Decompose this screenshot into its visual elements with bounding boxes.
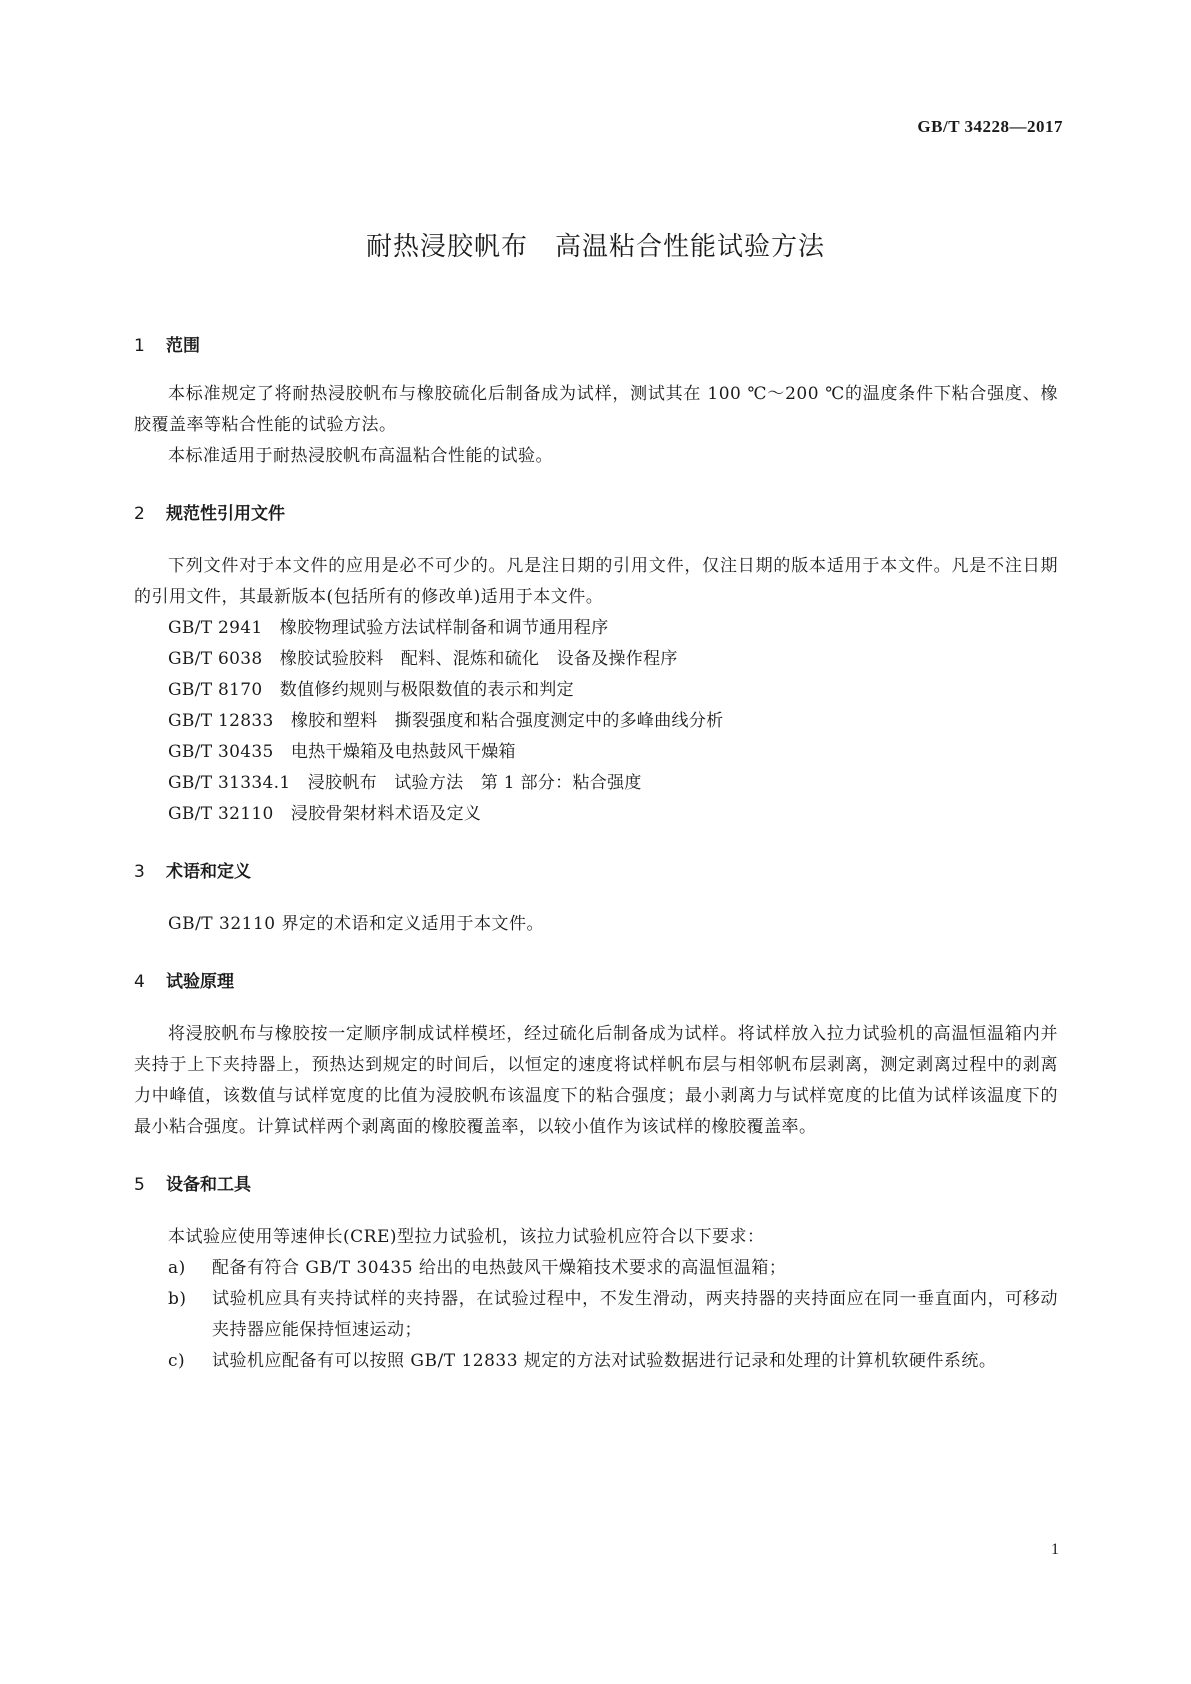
- reference-item: GB/T 30435 电热干燥箱及电热鼓风干燥箱: [168, 742, 516, 762]
- reference-item: GB/T 8170 数值修约规则与极限数值的表示和判定: [168, 680, 574, 700]
- page-number: 1: [1051, 1541, 1059, 1558]
- document-body: [134, 334, 1058, 1377]
- list-text: 试验机应配备有可以按照 GB/T 12833 规定的方法对试验数据进行记录和处理的计算机软硬件系统。: [212, 1351, 997, 1371]
- section-2-heading: [134, 502, 1058, 526]
- reference-item: GB/T 32110 浸胶骨架材料术语及定义: [168, 804, 482, 824]
- section-number: 2: [134, 504, 145, 524]
- section-5-heading: [134, 1173, 1058, 1197]
- section-title: 试验原理: [166, 972, 234, 992]
- scope-paragraph-2: 本标准适用于耐热浸胶帆布高温粘合性能的试验。: [168, 446, 553, 466]
- standard-code: GB/T 34228—2017: [917, 117, 1063, 136]
- reference-item: GB/T 2941 橡胶物理试验方法试样制备和调节通用程序: [168, 618, 609, 638]
- section-number: 3: [134, 862, 145, 882]
- section-title: 规范性引用文件: [166, 504, 285, 524]
- section-title: 范围: [166, 336, 200, 356]
- section-1-heading: [134, 334, 1058, 358]
- list-marker: b): [168, 1289, 187, 1309]
- requirement-item-c: [134, 1346, 1058, 1377]
- section-number: 5: [134, 1175, 145, 1195]
- references-intro: 下列文件对于本文件的应用是必不可少的。凡是注日期的引用文件，仅注日期的版本适用于本文件。凡是不注日期的引用文件，其最新版本(包括所有的修改单)适用于本文件。: [134, 556, 1058, 607]
- terms-paragraph: GB/T 32110 界定的术语和定义适用于本文件。: [168, 914, 545, 934]
- section-number: 1: [134, 336, 145, 356]
- list-marker: a): [168, 1258, 186, 1278]
- section-title: 设备和工具: [166, 1175, 251, 1195]
- requirement-item-b: [134, 1284, 1058, 1346]
- list-text: 试验机应具有夹持试样的夹持器，在试验过程中，不发生滑动，两夹持器的夹持面应在同一垂直面内，可移动夹持器应能保持恒速运动；: [212, 1289, 1058, 1340]
- section-title: 术语和定义: [166, 862, 251, 882]
- reference-item: GB/T 31334.1 浸胶帆布 试验方法 第 1 部分：粘合强度: [168, 773, 642, 793]
- requirement-item-a: [134, 1253, 1058, 1284]
- principle-paragraph: 将浸胶帆布与橡胶按一定顺序制成试样模坯，经过硫化后制备成为试样。将试样放入拉力试验机的高温恒温箱内并夹持于上下夹持器上，预热达到规定的时间后，以恒定的速度将试样帆布层与相邻帆布层剥离，测定剥离过程中的剥离力中峰值，该数值与试样宽度的比值为浸胶帆布该温度下的粘合强度；最小剥离力与试样宽度的比值为试样该温度下的最小粘合强度。计算试样两个剥离面的橡胶覆盖率，以较小值作为该试样的橡胶覆盖率。: [134, 1024, 1058, 1137]
- equipment-intro: 本试验应使用等速伸长(CRE)型拉力试验机，该拉力试验机应符合以下要求：: [168, 1227, 765, 1247]
- scope-paragraph-1: 本标准规定了将耐热浸胶帆布与橡胶硫化后制备成为试样，测试其在 100 ℃～200 ℃的温度条件下粘合强度、橡胶覆盖率等粘合性能的试验方法。: [134, 384, 1058, 435]
- reference-list: [134, 613, 1058, 830]
- section-3-heading: [134, 860, 1058, 884]
- reference-item: GB/T 12833 橡胶和塑料 撕裂强度和粘合强度测定中的多峰曲线分析: [168, 711, 724, 731]
- section-number: 4: [134, 972, 145, 992]
- reference-item: GB/T 6038 橡胶试验胶料 配料、混炼和硫化 设备及操作程序: [168, 649, 678, 669]
- document-title: 耐热浸胶帆布 高温粘合性能试验方法: [365, 232, 825, 262]
- list-text: 配备有符合 GB/T 30435 给出的电热鼓风干燥箱技术要求的高温恒温箱；: [212, 1258, 787, 1278]
- list-marker: c): [168, 1351, 186, 1371]
- section-4-heading: [134, 970, 1058, 994]
